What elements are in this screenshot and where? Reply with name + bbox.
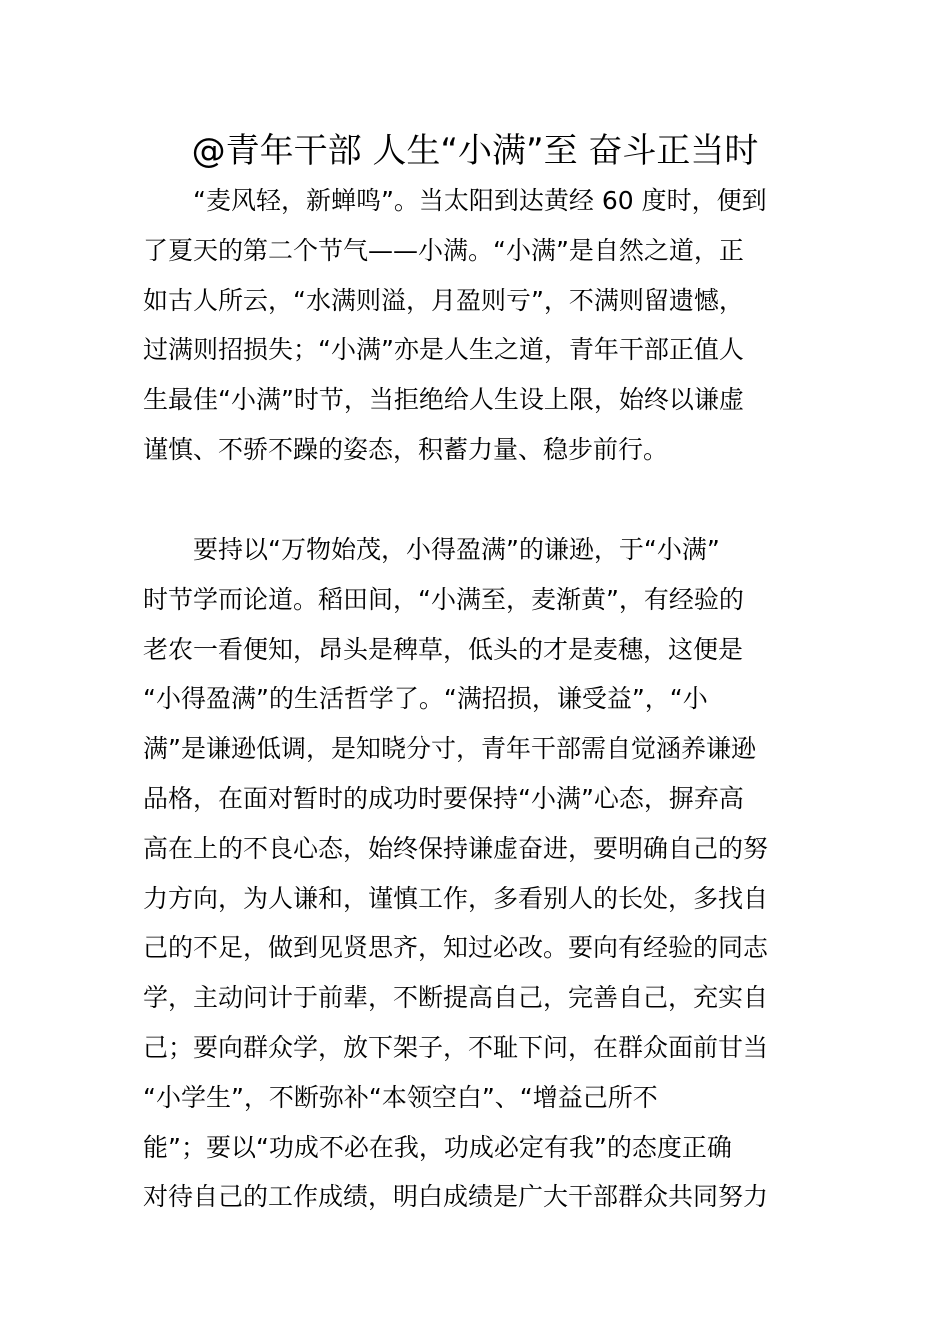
paragraph-line: 己；要向群众学，放下架子，不耻下问，在群众面前甘当 xyxy=(143,1032,769,1062)
document-title: @青年干部 人生“小满”至 奋斗正当时 xyxy=(191,131,759,171)
paragraph-line: 力方向，为人谦和，谨慎工作，多看别人的长处，多找自 xyxy=(143,883,769,913)
paragraph-1 xyxy=(143,176,823,475)
paragraph-line: 满”是谦逊低调，是知晓分寸，青年干部需自觉涵养谦逊 xyxy=(143,734,756,764)
paragraph-line: 时节学而论道。稻田间，“小满至，麦渐黄”，有经验的 xyxy=(143,584,744,614)
paragraph-line: 学，主动问计于前辈，不断提高自己，完善自己，充实自 xyxy=(143,983,769,1013)
paragraph-2 xyxy=(143,525,823,1222)
paragraph-line: 要持以“万物始茂，小得盈满”的谦逊，于“小满” xyxy=(143,535,720,564)
paragraph-line: 如古人所云，“水满则溢，月盈则亏”，不满则留遗憾， xyxy=(143,285,744,315)
paragraph-line: 了夏天的第二个节气——小满。“小满”是自然之道，正 xyxy=(143,235,744,265)
paragraph-line: 品格，在面对暂时的成功时要保持“小满”心态，摒弃高 xyxy=(143,783,744,813)
paragraph-line: 己的不足，做到见贤思齐，知过必改。要向有经验的同志 xyxy=(143,933,769,963)
paragraph-line: 高在上的不良心态，始终保持谦虚奋进，要明确自己的努 xyxy=(143,833,769,863)
paragraph-line: 谨慎、不骄不躁的姿态，积蓄力量、稳步前行。 xyxy=(143,434,669,464)
paragraph-line: 过满则招损失；“小满”亦是人生之道，青年干部正值人 xyxy=(143,335,744,365)
paragraph-line: 生最佳“小满”时节，当拒绝给人生设上限，始终以谦虚 xyxy=(143,385,744,415)
paragraph-line: 老农一看便知，昂头是稗草，低头的才是麦穗，这便是 xyxy=(143,634,744,664)
paragraph-line: 对待自己的工作成绩，明白成绩是广大干部群众共同努力 xyxy=(143,1182,769,1212)
paragraph-line: “麦风轻，新蝉鸣”。当太阳到达黄经 60 度时，便到 xyxy=(143,186,767,215)
paragraph-line: 能”；要以“功成不必在我，功成必定有我”的态度正确 xyxy=(143,1132,732,1162)
paragraph-line: “小学生”，不断弥补“本领空白”、“增益己所不 xyxy=(143,1082,658,1112)
paragraph-line: “小得盈满”的生活哲学了。“满招损，谦受益”，“小 xyxy=(143,684,708,714)
